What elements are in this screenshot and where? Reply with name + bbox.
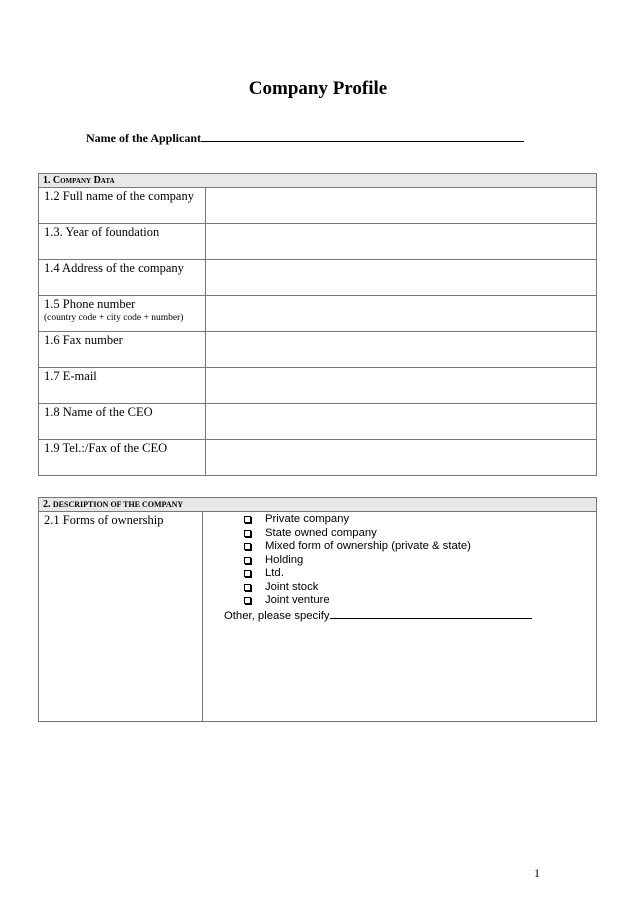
applicant-name-input[interactable] — [201, 130, 524, 142]
table-row — [39, 512, 597, 722]
page-title: Company Profile — [248, 78, 388, 99]
row-label: 1.4 Address of the company — [39, 260, 206, 296]
option-mixed[interactable]: Mixed form of ownership (private & state) — [242, 540, 591, 554]
row-label: 1.9 Tel.:/Fax of the CEO — [39, 440, 206, 476]
option-state-owned[interactable]: State owned company — [242, 527, 591, 541]
phone-input[interactable] — [206, 296, 597, 332]
phone-sublabel: (country code + city code + number) — [44, 313, 184, 323]
section-header — [39, 498, 597, 512]
checkbox-icon[interactable] — [244, 597, 251, 604]
section-number: 2. — [43, 499, 51, 510]
address-input[interactable] — [206, 260, 597, 296]
table-row — [39, 224, 597, 260]
company-data-table — [38, 173, 597, 476]
applicant-name-field — [86, 130, 524, 146]
row-label: 1.8 Name of the CEO — [39, 404, 206, 440]
checkbox-icon[interactable] — [244, 557, 251, 564]
checkbox-icon[interactable] — [244, 543, 251, 550]
ceo-name-input[interactable] — [206, 404, 597, 440]
ownership-options — [203, 512, 597, 722]
page-number: 1 — [534, 866, 540, 880]
other-specify: Other, please specify — [224, 608, 591, 624]
company-name-input[interactable] — [206, 188, 597, 224]
row-label: 1.2 Full name of the company — [39, 188, 206, 224]
row-label: 1.6 Fax number — [39, 332, 206, 368]
option-private-company[interactable]: Private company — [242, 513, 591, 527]
applicant-label: Name of the Applicant — [86, 131, 201, 145]
table-row — [39, 260, 597, 296]
row-label — [39, 296, 206, 332]
option-joint-stock[interactable]: Joint stock — [242, 581, 591, 595]
option-ltd[interactable]: Ltd. — [242, 567, 591, 581]
ceo-tel-fax-input[interactable] — [206, 440, 597, 476]
checkbox-icon[interactable] — [244, 570, 251, 577]
table-row — [39, 332, 597, 368]
row-label: 1.7 E-mail — [39, 368, 206, 404]
company-description-table — [38, 497, 597, 722]
section-header — [39, 174, 597, 188]
table-row — [39, 368, 597, 404]
section-number: 1. — [43, 175, 51, 186]
section-heading: DESCRIPTION OF THE COMPANY — [52, 500, 184, 509]
fax-input[interactable] — [206, 332, 597, 368]
row-label: 1.3. Year of foundation — [39, 224, 206, 260]
section-heading: Company Data — [52, 175, 115, 186]
checkbox-icon[interactable] — [244, 584, 251, 591]
table-row — [39, 296, 597, 332]
row-label: 2.1 Forms of ownership — [39, 512, 203, 722]
option-joint-venture[interactable]: Joint venture — [242, 594, 591, 608]
table-row — [39, 440, 597, 476]
checkbox-icon[interactable] — [244, 530, 251, 537]
option-holding[interactable]: Holding — [242, 554, 591, 568]
year-of-foundation-input[interactable] — [206, 224, 597, 260]
email-input[interactable] — [206, 368, 597, 404]
other-specify-input[interactable] — [330, 608, 532, 619]
phone-label: 1.5 Phone number — [44, 297, 136, 311]
table-row — [39, 188, 597, 224]
checkbox-icon[interactable] — [244, 516, 251, 523]
table-row — [39, 404, 597, 440]
